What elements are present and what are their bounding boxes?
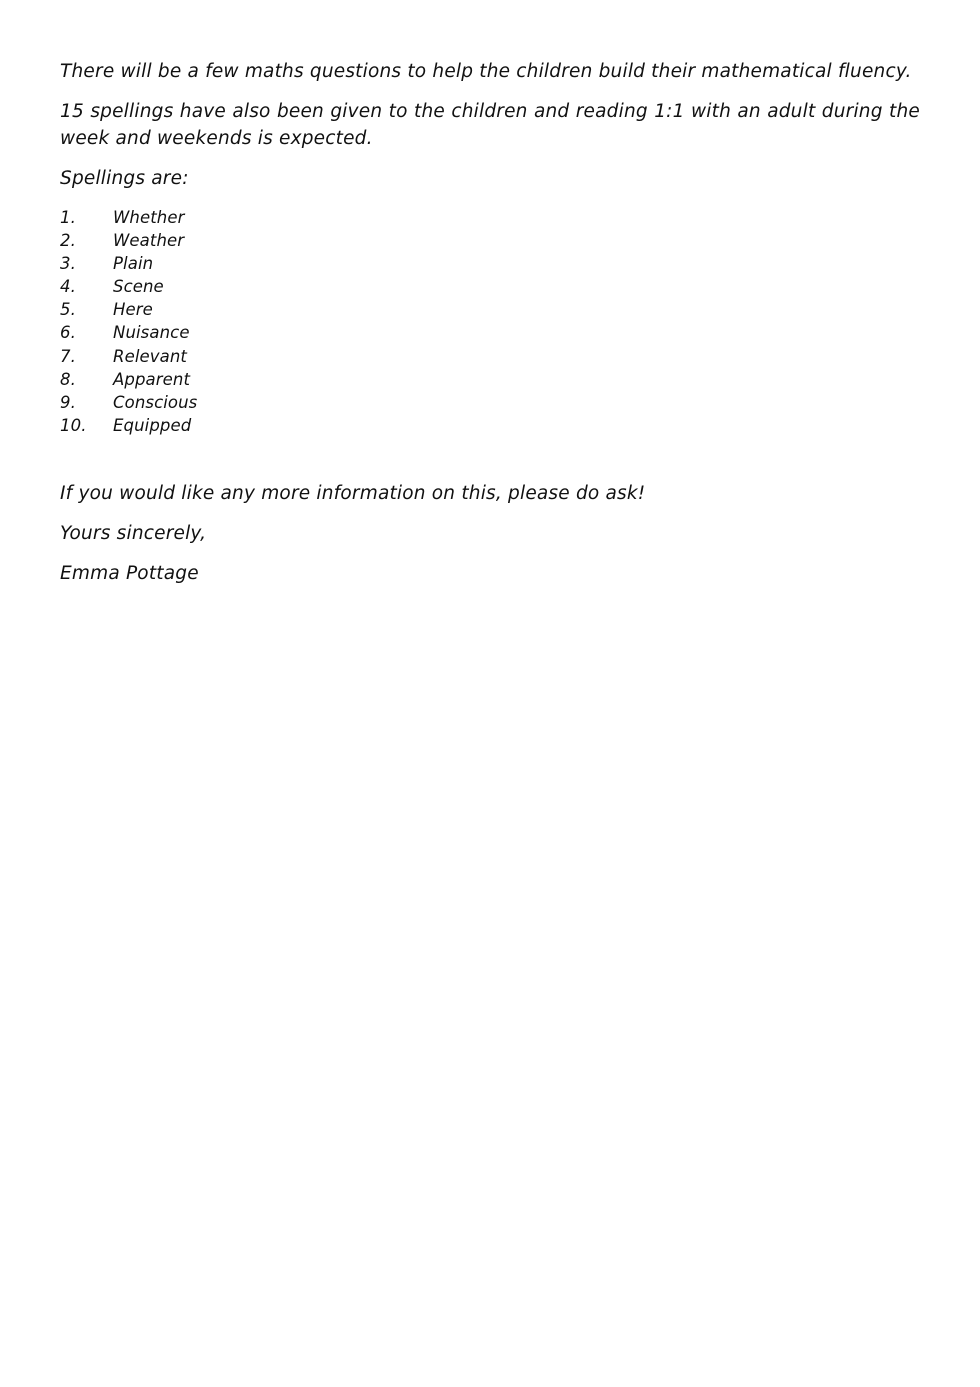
signature-name: Emma Pottage <box>60 562 199 584</box>
closing-line: If you would like any more information on this, please do ask! <box>60 482 646 504</box>
spelling-number: 3. <box>60 254 76 274</box>
spelling-number: 8. <box>60 369 76 389</box>
spelling-number: 10. <box>60 415 87 435</box>
spelling-number: 4. <box>60 277 76 297</box>
sign-off: Yours sincerely, <box>60 522 207 544</box>
spelling-item <box>60 298 920 321</box>
spelling-item <box>60 252 920 275</box>
spelling-word: Relevant <box>113 346 187 366</box>
spelling-word: Whether <box>113 208 185 227</box>
spelling-word: Conscious <box>113 392 198 412</box>
spelling-item <box>60 414 920 437</box>
spelling-number: 7. <box>60 346 76 366</box>
spelling-number: 6. <box>60 323 76 343</box>
spelling-word: Nuisance <box>113 323 190 343</box>
spelling-number: 5. <box>60 300 76 320</box>
spelling-item <box>60 229 920 252</box>
spellings-list <box>60 206 920 437</box>
maths-paragraph: There will be a few maths questions to help the children build their mathematical fluency. <box>60 61 912 82</box>
spelling-item <box>60 275 920 298</box>
spelling-item <box>60 391 920 414</box>
spelling-word: Apparent <box>113 369 191 389</box>
spelling-item <box>60 368 920 391</box>
spelling-item <box>60 345 920 368</box>
spelling-word: Scene <box>113 277 164 297</box>
spelling-word: Weather <box>113 231 185 251</box>
letter-body <box>60 58 920 600</box>
spelling-number: 9. <box>60 392 76 412</box>
spelling-item <box>60 206 920 229</box>
spelling-number: 2. <box>60 231 76 251</box>
spelling-item <box>60 321 920 344</box>
spelling-number: 1. <box>60 208 76 227</box>
spelling-word: Equipped <box>113 415 192 435</box>
spelling-word: Plain <box>113 254 154 274</box>
spelling-word: Here <box>113 300 153 320</box>
spellings-paragraph: 15 spellings have also been given to the children and reading 1:1 with an adult during the week and weekends is expected. <box>60 101 920 149</box>
spellings-heading: Spellings are: <box>60 168 189 189</box>
